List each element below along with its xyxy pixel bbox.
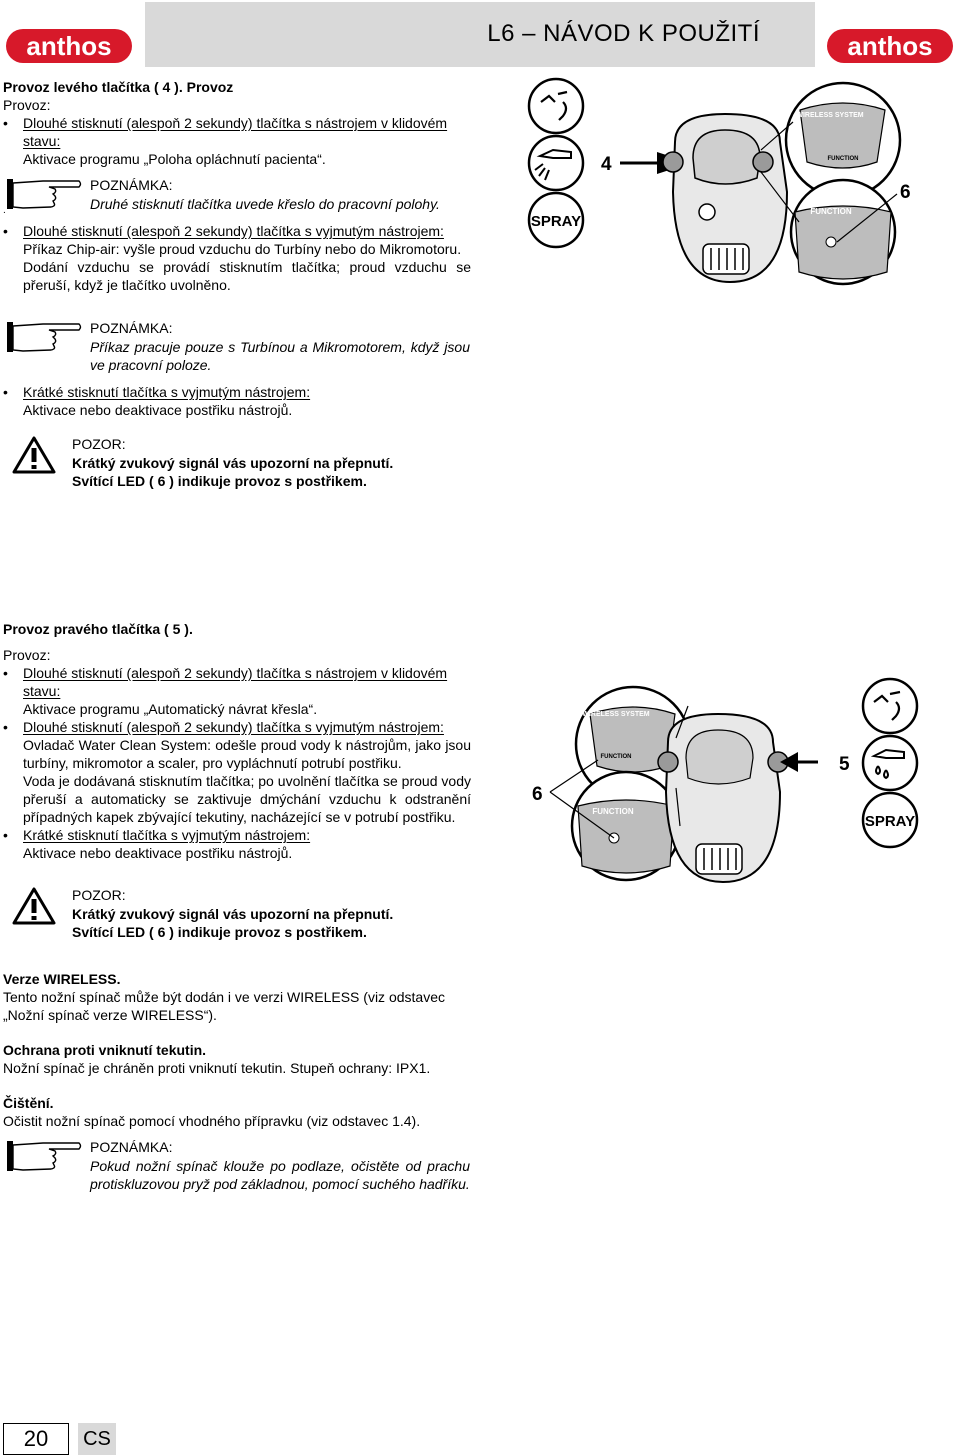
callout-4: 4	[601, 154, 612, 175]
zoom-function-panel	[795, 206, 891, 279]
right-bullet-3-desc: Aktivace nebo deaktivace postřiku nástrojů.	[23, 845, 293, 861]
callout-6: 6	[900, 182, 911, 203]
right-bullet-2-desc: Ovladač Water Clean System: odešle proud vody k nástrojům, jako jsou turbíny, mikromotor a scaler, pro vypláchnutí potrubí postřiku.	[23, 737, 471, 771]
pointing-hand-icon	[3, 320, 83, 356]
right-bullet-2	[3, 718, 471, 736]
warning-2-line2: Svítící LED ( 6 ) indikuje provoz s postřikem.	[72, 924, 367, 940]
brand-logo-left	[5, 28, 133, 64]
led-indicator	[699, 204, 715, 220]
chair-return-icon	[863, 679, 917, 733]
right-button-heading-block	[3, 620, 471, 638]
warning-2-line1: Krátký zvukový signál vás upozorní na přepnutí.	[72, 906, 394, 922]
wireless-text: Tento nožní spínač může být dodán i ve verzi WIRELESS (viz odstavec „Nožní spínač verze WIRELESS“).	[3, 989, 445, 1023]
right-bullet-2-desc2: Voda je dodávaná stisknutím tlačítka; po uvolnění tlačítka se proud vody přeruší a automaticky se zaktivuje dmýchání vzduchu k odstranění případných kapek zbývající tekutiny, nacházející se v potrubí postřiku.	[23, 773, 471, 825]
page-number: 20	[3, 1423, 69, 1455]
brand-logo-text: anthos	[847, 31, 933, 61]
chair-rinse-icon	[529, 79, 583, 133]
foot-control-pedal	[693, 130, 760, 184]
left-bullet-3	[3, 383, 471, 401]
warning-1	[12, 436, 462, 492]
warning-1-title: POZOR:	[72, 436, 126, 452]
warning-2	[12, 887, 462, 943]
note-3-text: Pokud nožní spínač klouže po podlaze, očistěte od prachu protiskluzovou pryž pod základnou, pomocí suchého hadříku.	[90, 1158, 470, 1192]
left-bullet-2-block	[3, 222, 471, 294]
grill	[703, 244, 749, 274]
function-label: FUNCTION	[810, 207, 852, 216]
spray-label: SPRAY	[864, 813, 916, 830]
cleaning-text: Očistit nožní spínač pomocí vhodného přípravku (viz odstavec 1.4).	[3, 1113, 421, 1129]
foot-control-diagram-left-button	[525, 72, 945, 287]
note-3	[3, 1139, 471, 1211]
left-bullet-1	[3, 114, 471, 150]
left-bullet-1-line1: Dlouhé stisknutí (alespoň 2 sekundy) tlačítka s nástrojem v klidovém	[23, 115, 448, 131]
right-bullet-3-head: Krátké stisknutí tlačítka s vyjmutým nástrojem:	[23, 827, 311, 843]
left-button-section	[3, 78, 471, 168]
wireless-system-label: WIRELESS SYSTEM	[582, 711, 650, 718]
right-bullet-1-line1: Dlouhé stisknutí (alespoň 2 sekundy) tlačítka s nástrojem v klidovém	[23, 665, 448, 681]
wireless-heading: Verze WIRELESS.	[3, 971, 121, 987]
page-title: L6 – NÁVOD K POUŽITÍ	[487, 20, 760, 47]
cleaning-section	[3, 1094, 471, 1130]
note-1	[3, 177, 471, 217]
left-provoz-label: Provoz:	[3, 97, 51, 113]
brand-logo-text: anthos	[26, 31, 112, 61]
note-3-title: POZNÁMKA:	[90, 1139, 173, 1155]
water-clean-icon	[863, 736, 917, 790]
callout-5: 5	[839, 754, 850, 775]
right-button-section	[3, 646, 471, 862]
right-bullet-1-line2: stavu:	[23, 683, 61, 699]
language-code: CS	[78, 1423, 116, 1455]
left-bullet-3-block	[3, 383, 471, 419]
warning-2-title: POZOR:	[72, 887, 126, 903]
wireless-system-label: WIRELESS SYSTEM	[796, 112, 864, 119]
warning-icon	[12, 887, 56, 925]
left-bullet-2	[3, 222, 471, 240]
callout-6: 6	[532, 784, 543, 805]
note-1-text: Druhé stisknutí tlačítka uvede křeslo do pracovní polohy.	[90, 196, 440, 212]
left-bullet-1-line2: stavu:	[23, 133, 61, 149]
wireless-section	[3, 970, 471, 1024]
right-button	[753, 152, 773, 172]
right-provoz-label: Provoz:	[3, 647, 51, 663]
left-bullet-2-desc2: Dodání vzduchu se provádí stisknutím tlačítka; proud vzduchu se přeruší, když je tlačítko uvolněno.	[23, 259, 471, 293]
note-1-title: POZNÁMKA:	[90, 177, 173, 193]
left-button	[658, 752, 678, 772]
foot-control-pedal	[686, 730, 753, 784]
warning-1-line1: Krátký zvukový signál vás upozorní na přepnutí.	[72, 455, 394, 471]
function-label: FUNCTION	[592, 807, 634, 816]
function-small-label: FUNCTION	[827, 156, 859, 162]
foot-control-diagram-right-button	[528, 676, 928, 886]
left-button	[663, 152, 683, 172]
protection-section	[3, 1041, 471, 1077]
note-2-text: Příkaz pracuje pouze s Turbínou a Mikromotorem, když jsou ve pracovní poloze.	[90, 339, 470, 373]
right-bullet-3	[3, 826, 471, 844]
spray-label: SPRAY	[530, 213, 582, 230]
warning-1-line2: Svítící LED ( 6 ) indikuje provoz s postřikem.	[72, 473, 367, 489]
grill	[696, 844, 742, 874]
pointing-hand-icon	[3, 177, 83, 213]
left-button-heading: Provoz levého tlačítka ( 4 ). Provoz	[3, 79, 234, 95]
left-bullet-1-desc: Aktivace programu „Poloha opláchnutí pacienta“.	[23, 151, 326, 167]
right-bullet-1-desc: Aktivace programu „Automatický návrat křesla“.	[23, 701, 318, 717]
brand-logo-right	[826, 28, 954, 64]
left-bullet-2-head: Dlouhé stisknutí (alespoň 2 sekundy) tlačítka s vyjmutým nástrojem:	[23, 223, 444, 239]
note-2-title: POZNÁMKA:	[90, 320, 173, 336]
cleaning-heading: Čištění.	[3, 1095, 54, 1111]
note-2	[3, 320, 471, 374]
right-button-heading: Provoz pravého tlačítka ( 5 ).	[3, 621, 193, 637]
right-bullet-1	[3, 664, 471, 700]
protection-heading: Ochrana proti vniknutí tekutin.	[3, 1042, 207, 1058]
stray-dot: .	[3, 205, 6, 216]
function-small-label: FUNCTION	[600, 754, 632, 760]
function-led	[826, 237, 836, 247]
chip-air-icon	[529, 136, 583, 190]
protection-text: Nožní spínač je chráněn proti vniknutí tekutin. Stupeň ochrany: IPX1.	[3, 1060, 431, 1076]
pointing-hand-icon	[3, 1139, 83, 1175]
right-bullet-2-head: Dlouhé stisknutí (alespoň 2 sekundy) tlačítka s vyjmutým nástrojem:	[23, 719, 444, 735]
left-bullet-2-desc1: Příkaz Chip-air: vyšle proud vzduchu do Turbíny nebo do Mikromotoru.	[23, 241, 462, 257]
left-bullet-3-head: Krátké stisknutí tlačítka s vyjmutým nástrojem:	[23, 384, 311, 400]
warning-icon	[12, 436, 56, 474]
left-bullet-3-desc: Aktivace nebo deaktivace postřiku nástrojů.	[23, 402, 293, 418]
